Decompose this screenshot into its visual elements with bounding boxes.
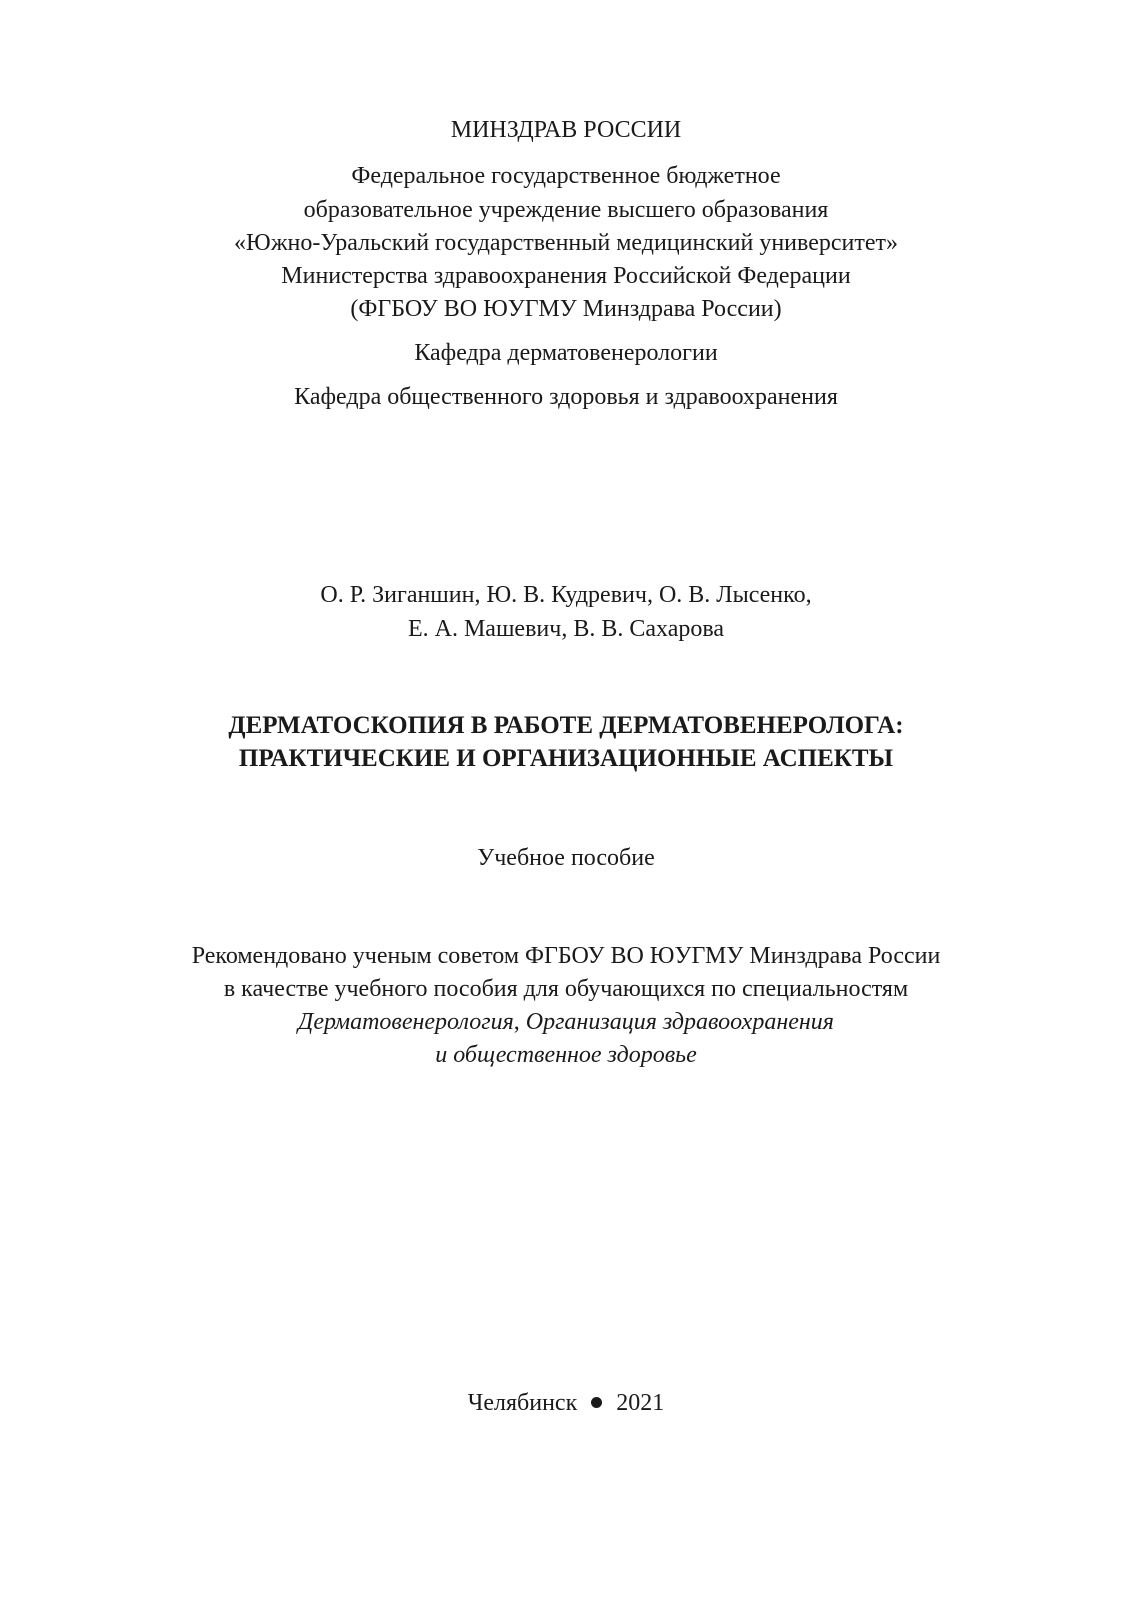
authors-line-2: Е. А. Машевич, В. В. Сахарова xyxy=(407,616,725,642)
book-title-line-2: ПРАКТИЧЕСКИЕ И ОРГАНИЗАЦИОННЫЕ АСПЕКТЫ xyxy=(238,745,894,772)
institution-line-5: (ФГБОУ ВО ЮУГМУ Минздрава России) xyxy=(350,296,782,322)
imprint-year: 2021 xyxy=(616,1390,665,1416)
institution-line-2: образовательное учреждение высшего образования xyxy=(303,197,829,223)
ministry-name: МИНЗДРАВ РОССИИ xyxy=(450,117,682,143)
specialty-separator: , xyxy=(513,1009,526,1035)
recommendation-line-1: Рекомендовано ученым советом ФГБОУ ВО ЮУГМУ Минздрава России xyxy=(191,943,941,969)
institution-line-4: Министерства здравоохранения Российской Федерации xyxy=(281,263,851,289)
imprint xyxy=(0,1387,1132,1419)
bullet-dot-icon xyxy=(591,1397,602,1408)
book-title-line-1: ДЕРМАТОСКОПИЯ В РАБОТЕ ДЕРМАТОВЕНЕРОЛОГА: xyxy=(228,712,904,739)
recommendation-line-2: в качестве учебного пособия для обучающихся по специальностям xyxy=(223,976,909,1002)
department-public-health: Кафедра общественного здоровья и здравоохранения xyxy=(294,384,838,410)
imprint-city: Челябинск xyxy=(467,1390,578,1416)
department-dermatovenerology: Кафедра дерматовенерологии xyxy=(414,340,718,366)
authors-line-1: О. Р. Зиганшин, Ю. В. Кудревич, О. В. Лысенко, xyxy=(320,582,812,608)
institution-line-3: «Южно-Уральский государственный медицинский университет» xyxy=(234,230,898,256)
document-type: Учебное пособие xyxy=(477,845,655,871)
recommendation-specialties xyxy=(0,1006,1132,1038)
specialty-health-organization: Организация здравоохранения xyxy=(525,1009,834,1035)
specialty-dermatovenerology: Дерматовенерология xyxy=(298,1009,514,1035)
institution-line-1: Федеральное государственное бюджетное xyxy=(351,163,781,189)
specialty-health-organization-cont: и общественное здоровье xyxy=(435,1042,697,1068)
